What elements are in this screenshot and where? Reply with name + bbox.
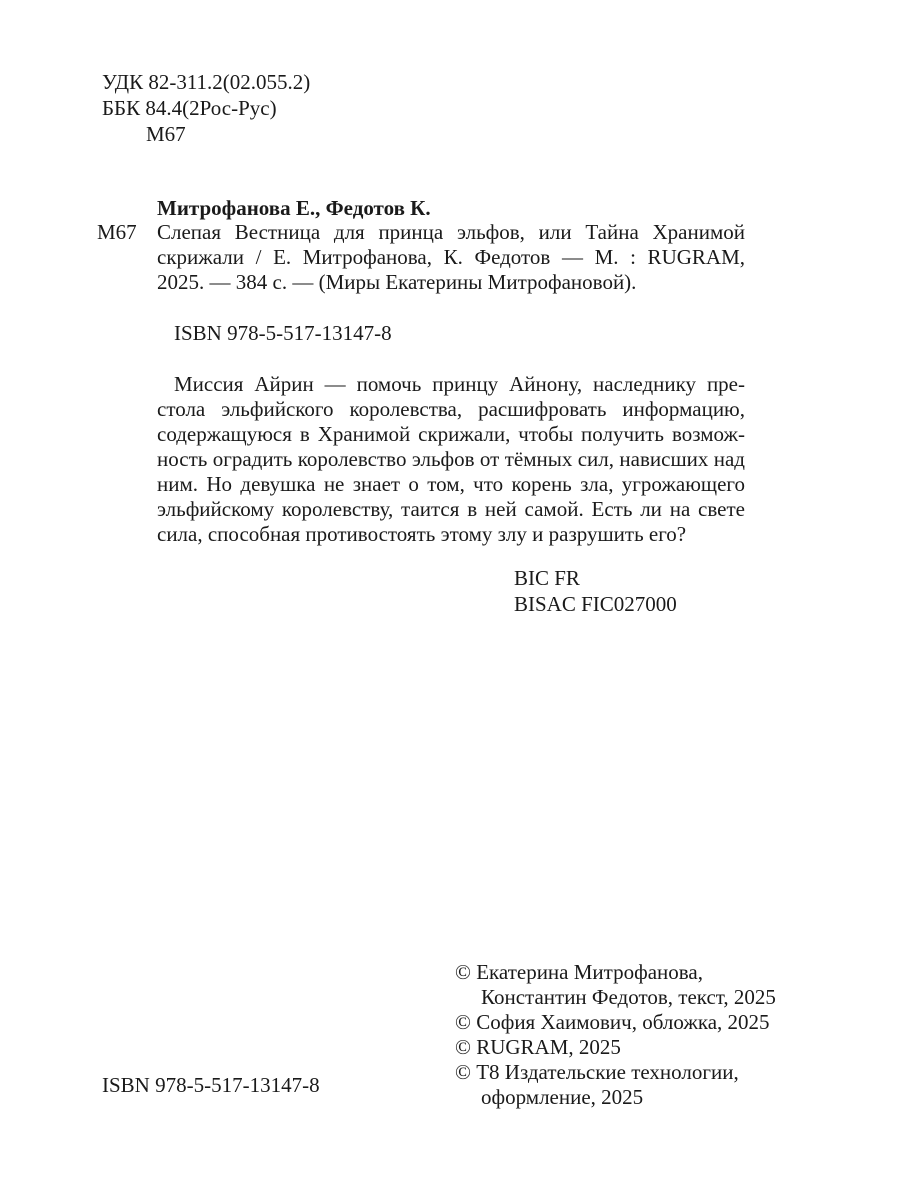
bic-code: BIC FR <box>514 566 580 590</box>
annotation-line: сила, способная противостоять этому злу и разрушить его? <box>157 522 687 546</box>
copyright-line: Константин Федотов, текст, 2025 <box>481 985 776 1009</box>
entry-description-line: Слепая Вестница для принца эльфов, или Тайна Хранимой <box>157 220 745 244</box>
author-mark: М67 <box>146 122 186 146</box>
udk-code: УДК 82-311.2(02.055.2) <box>102 70 311 94</box>
annotation-line: ность оградить королевство эльфов от тёмных сил, нависших над <box>157 447 745 471</box>
annotation-line: содержащуюся в Хранимой скрижали, чтобы получить возмож- <box>157 422 745 446</box>
copyright-line: © Т8 Издательские технологии, <box>455 1060 739 1084</box>
annotation <box>157 372 745 547</box>
bisac-code: BISAC FIC027000 <box>514 592 677 616</box>
entry-description <box>157 220 745 295</box>
copyright-line: © RUGRAM, 2025 <box>455 1035 621 1059</box>
bbk-code: ББК 84.4(2Рос-Рус) <box>102 96 277 120</box>
annotation-line: Миссия Айрин — помочь принцу Айнону, наследнику пре- <box>174 372 745 396</box>
copyright-line: © Екатерина Митрофанова, <box>455 960 703 984</box>
entry-isbn: ISBN 978-5-517-13147-8 <box>174 321 392 345</box>
footer-isbn: ISBN 978-5-517-13147-8 <box>102 1073 320 1097</box>
annotation-line: ним. Но девушка не знает о том, что корень зла, угрожающего <box>157 472 745 496</box>
entry-description-line: скрижали / Е. Митрофанова, К. Федотов — М. : RUGRAM, <box>157 245 745 269</box>
entry-mark: М67 <box>97 220 137 244</box>
entry-authors: Митрофанова Е., Федотов К. <box>157 196 431 220</box>
copyright-block <box>455 960 776 1110</box>
annotation-line: стола эльфийского королевства, расшифровать информацию, <box>157 397 745 421</box>
copyright-line: оформление, 2025 <box>481 1085 644 1109</box>
entry-description-line: 2025. — 384 с. — (Миры Екатерины Митрофановой). <box>157 270 637 294</box>
copyright-line: © София Хаимович, обложка, 2025 <box>455 1010 770 1034</box>
annotation-line: эльфийскому королевству, таится в ней самой. Есть ли на свете <box>157 497 745 521</box>
